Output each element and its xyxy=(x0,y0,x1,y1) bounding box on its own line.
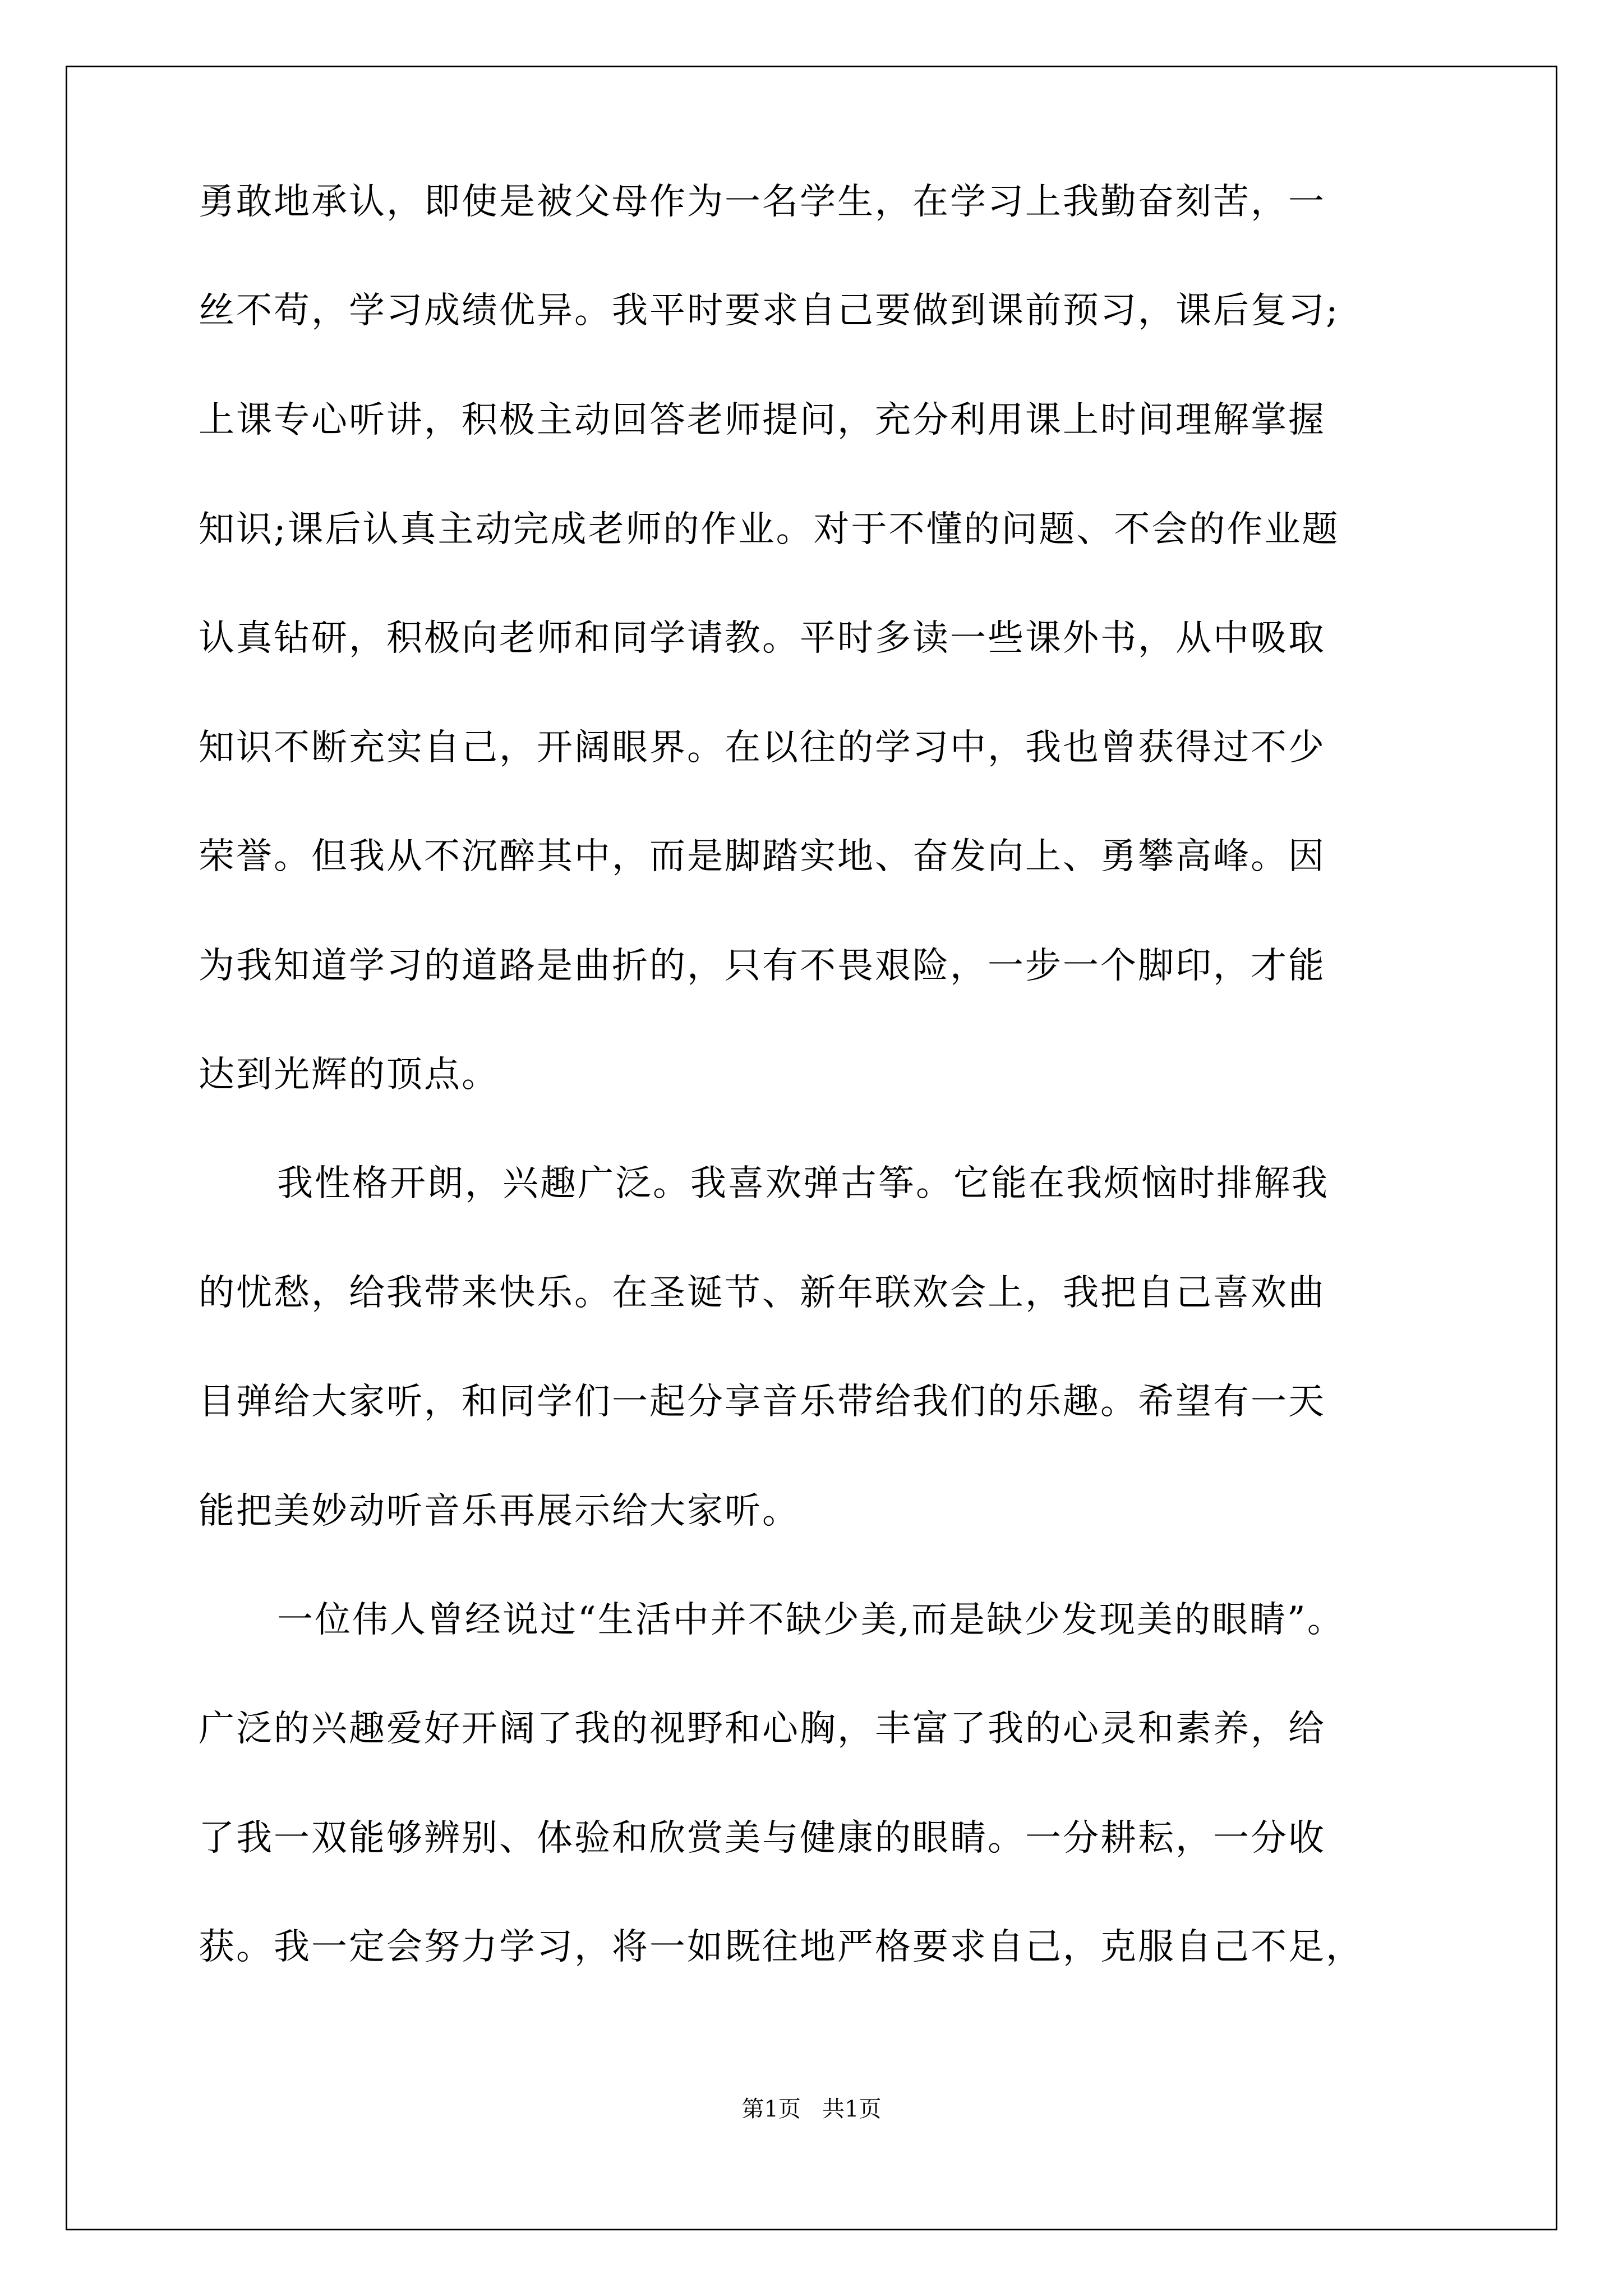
text-line: 上课专心听讲，积极主动回答老师提问，充分利用课上时间理解掌握 xyxy=(199,399,1326,441)
text-line: 一位伟人曾经说过“生活中并不缺少美,而是缺少发现美的眼睛”。 xyxy=(277,1599,1345,1641)
text-line: 能把美妙动听音乐再展示给大家听。 xyxy=(199,1490,800,1532)
text-line: 丝不苟，学习成绩优异。我平时要求自己要做到课前预习，课后复习; xyxy=(199,290,1340,332)
text-line: 知识;课后认真主动完成老师的作业。对于不懂的问题、不会的作业题 xyxy=(199,509,1340,550)
text-line: 了我一双能够辨别、体验和欣赏美与健康的眼睛。一分耕耘，一分收 xyxy=(199,1818,1326,1859)
text-line: 我性格开朗，兴趣广泛。我喜欢弹古筝。它能在我烦恼时排解我 xyxy=(277,1163,1329,1204)
text-line: 为我知道学习的道路是曲折的，只有不畏艰险，一步一个脚印，才能 xyxy=(199,945,1326,987)
text-line: 勇敢地承认，即使是被父母作为一名学生，在学习上我勤奋刻苦，一 xyxy=(199,181,1326,223)
text-line: 广泛的兴趣爱好开阔了我的视野和心胸，丰富了我的心灵和素养，给 xyxy=(199,1708,1326,1750)
text-line: 获。我一定会努力学习，将一如既往地严格要求自己，克服自己不足， xyxy=(199,1926,1363,1968)
text-line: 目弹给大家听，和同学们一起分享音乐带给我们的乐趣。希望有一天 xyxy=(199,1381,1326,1423)
page-number: 第1页 共1页 xyxy=(741,2096,882,2122)
text-line: 荣誉。但我从不沉醉其中，而是脚踏实地、奋发向上、勇攀高峰。因 xyxy=(199,836,1326,877)
text-line: 认真钻研，积极向老师和同学请教。平时多读一些课外书，从中吸取 xyxy=(199,618,1326,659)
text-line: 达到光辉的顶点。 xyxy=(199,1054,499,1096)
text-line: 的忧愁，给我带来快乐。在圣诞节、新年联欢会上，我把自己喜欢曲 xyxy=(199,1272,1326,1314)
text-line: 知识不断充实自己，开阔眼界。在以往的学习中，我也曾获得过不少 xyxy=(199,727,1326,769)
